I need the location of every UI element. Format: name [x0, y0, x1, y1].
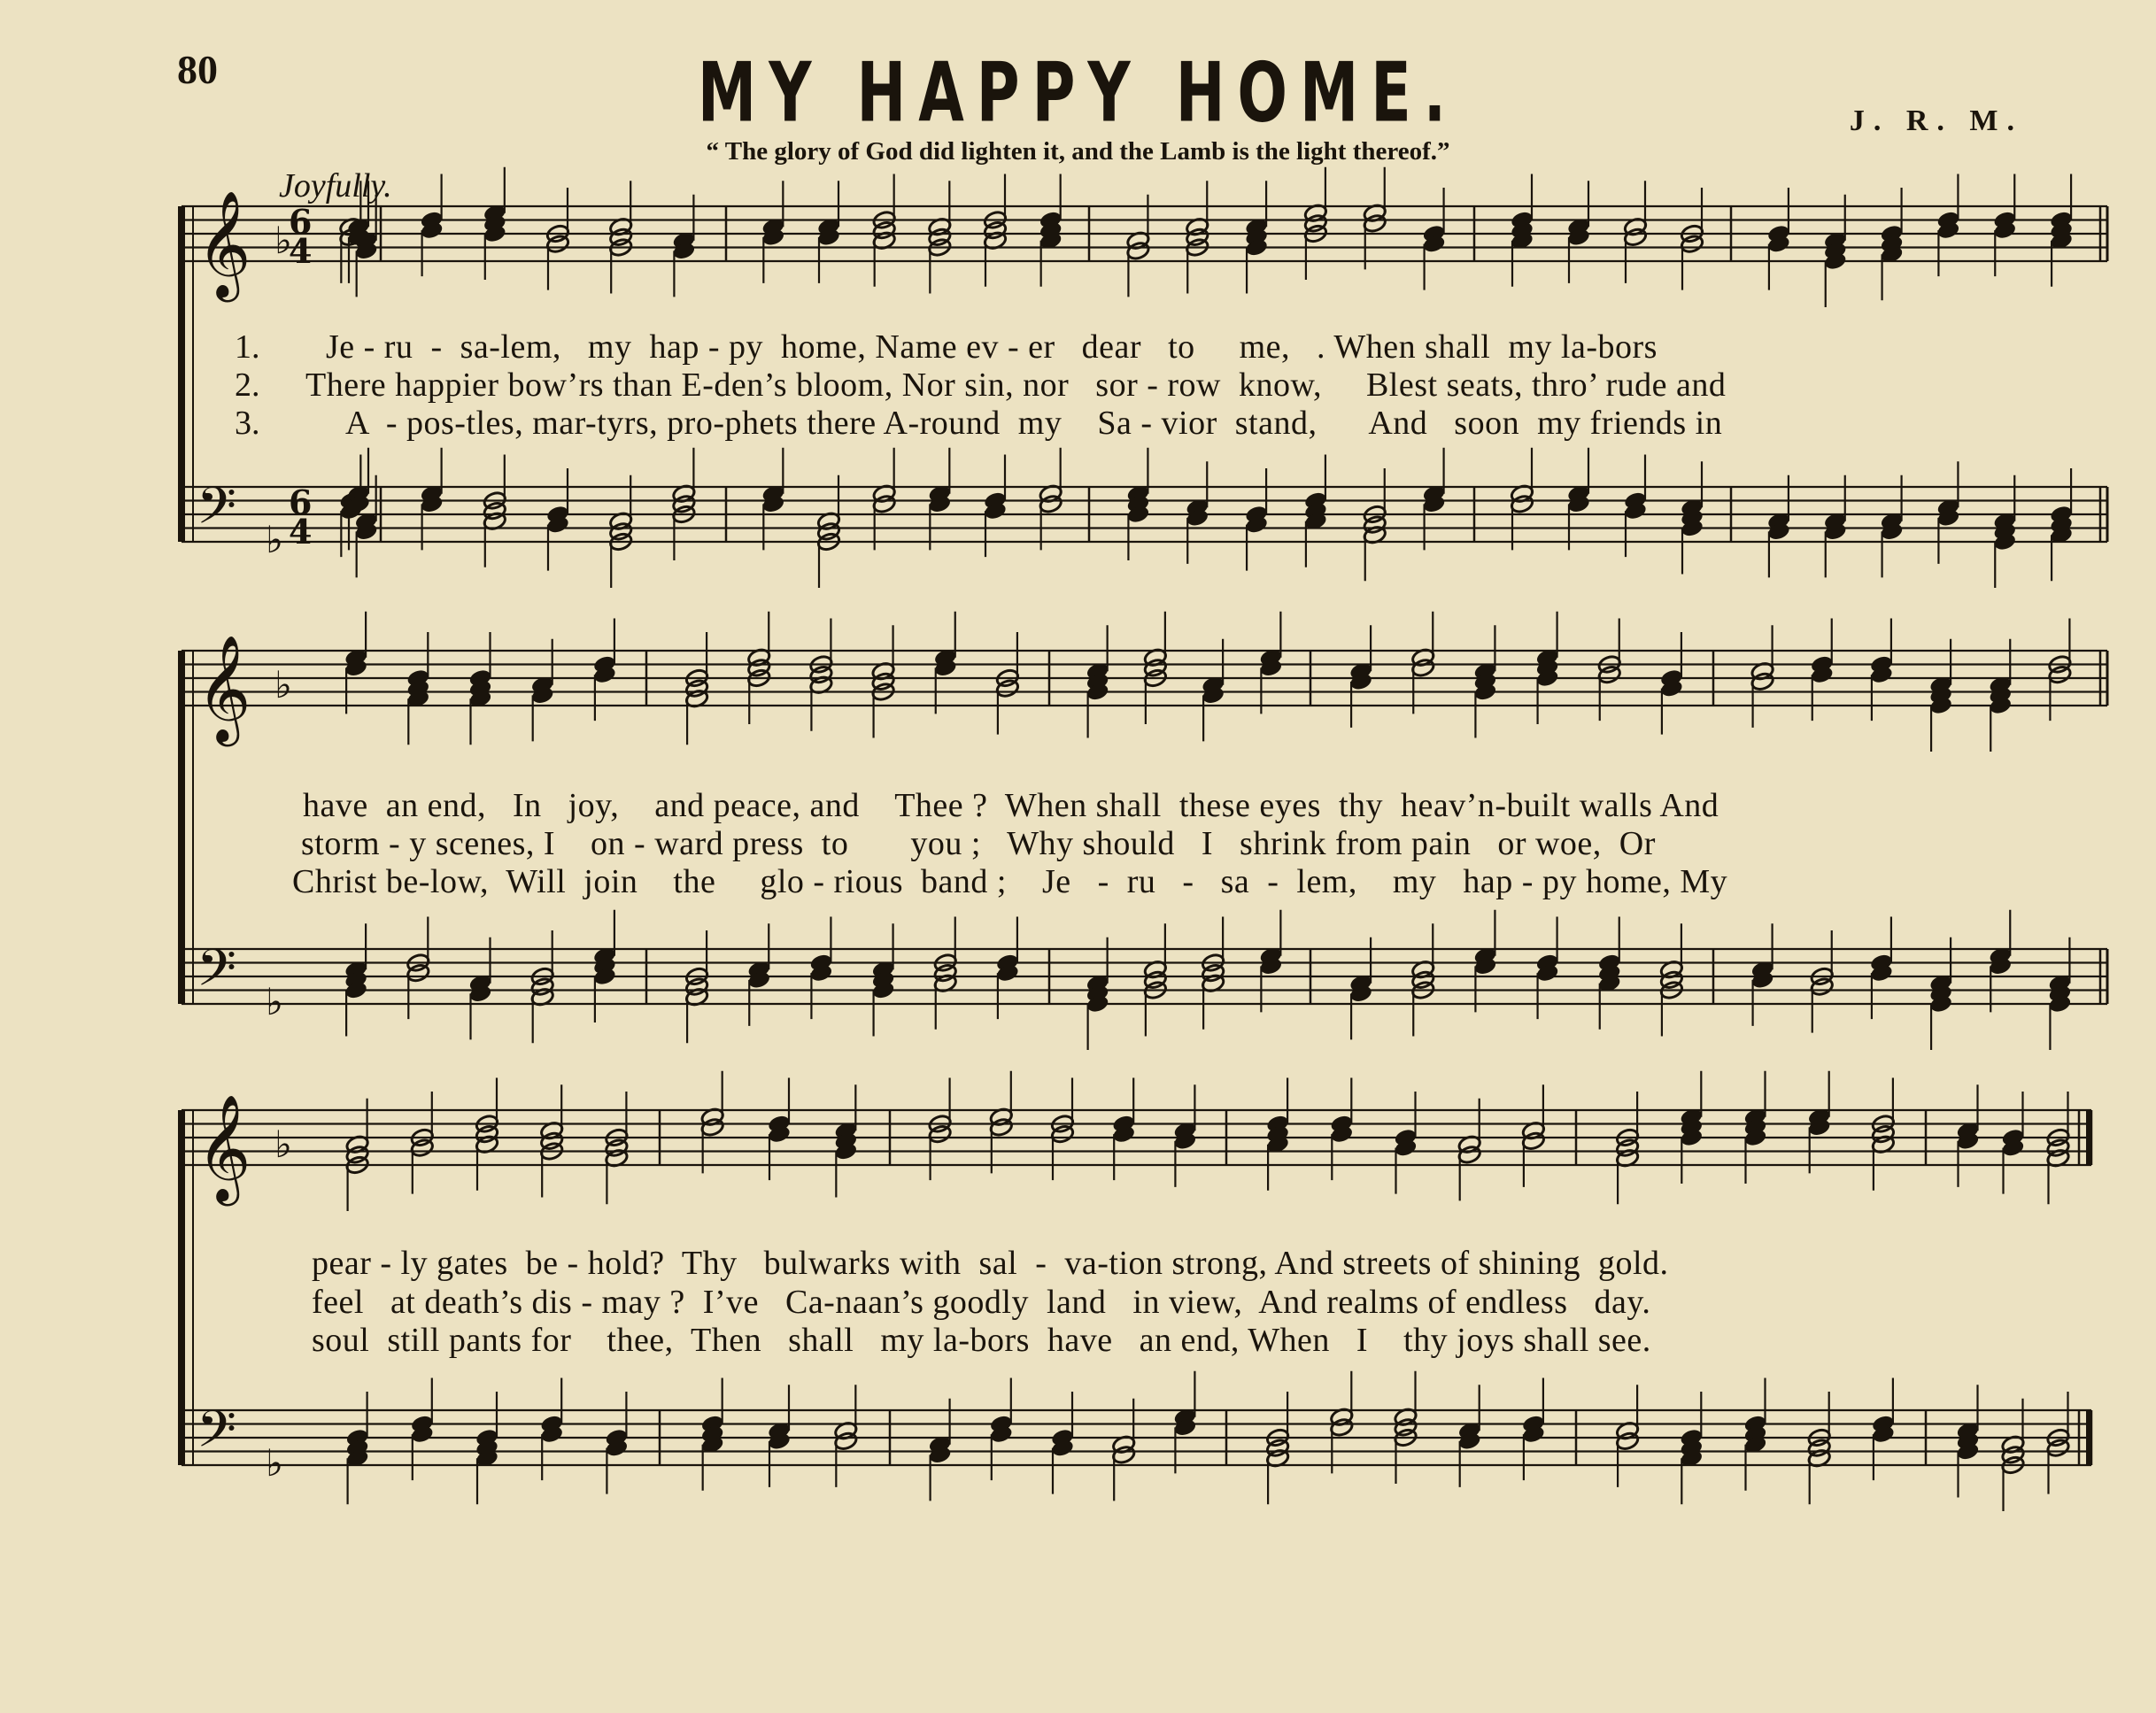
- notehead: [872, 494, 897, 514]
- notehead: [410, 1138, 435, 1158]
- notehead: [1750, 671, 1775, 691]
- notehead: [1810, 976, 1835, 997]
- notehead: [833, 1431, 858, 1451]
- verse-number: 1.: [235, 328, 260, 366]
- notehead: [545, 234, 570, 254]
- time-signature-denominator: 4: [289, 512, 313, 552]
- flat-icon: ♭: [274, 662, 292, 706]
- lyric-line: soul still pants for thee, Then shall my la-bors have an end, When I thy joys shall see.: [312, 1322, 1651, 1359]
- bass-clef-icon: 𝄢: [197, 475, 237, 549]
- notehead: [1363, 213, 1387, 234]
- notehead: [1510, 494, 1534, 514]
- flat-icon: ♭: [274, 218, 292, 262]
- notehead: [928, 1124, 953, 1145]
- notehead: [1125, 241, 1150, 261]
- composer-initials: J. R. M.: [1849, 104, 2023, 137]
- hymn-title: MY HAPPY HOME.: [697, 45, 1459, 141]
- verse-number: 3.: [235, 405, 260, 442]
- notehead: [1039, 494, 1063, 514]
- lyric-line: feel at death’s dis - may ? I’ve Ca-naan’s goodly land in view, And realms of endless day.: [312, 1284, 1651, 1321]
- final-barline: [2086, 1110, 2092, 1165]
- treble-clef-icon: 𝄞: [197, 189, 251, 297]
- time-signature-numerator: 6: [289, 482, 313, 522]
- notehead: [1521, 1130, 1546, 1151]
- lyric-line: storm - y scenes, I on - ward press to you ; Why should I shrink from pain or woe, Or: [301, 825, 1656, 862]
- epigraph: “ The glory of God did lighten it, and the Lamb is the light thereof.”: [706, 137, 1450, 166]
- treble-clef-icon: 𝄞: [197, 634, 251, 742]
- lyric-line: Christ be-low, Will join the glo - rious band ; Je - ru - sa - lem, my hap - py home, My: [292, 863, 1728, 900]
- lyric-line: pear - ly gates be - hold? Thy bulwarks with sal - va-tion strong, And streets of shining gold.: [312, 1245, 1669, 1282]
- lyric-line: A - pos-tles, mar-tyrs, pro-phets there A-round my Sa - vior stand, And soon my friends in: [345, 405, 1723, 442]
- flat-icon: ♭: [266, 518, 283, 561]
- notehead: [1680, 234, 1704, 254]
- notehead: [1597, 665, 1622, 685]
- notehead: [1623, 227, 1648, 247]
- lyric-line: There happier bow’rs than E-den’s bloom, Nor sin, nor sor - row know, Blest seats, thro’ rude and: [305, 367, 1727, 404]
- page-number: 80: [177, 47, 218, 92]
- flat-icon: ♭: [274, 1122, 292, 1166]
- notehead: [995, 678, 1020, 698]
- notehead: [2047, 665, 2072, 685]
- flat-icon: ♭: [266, 980, 283, 1023]
- notehead: [1615, 1431, 1640, 1451]
- notehead: [1050, 1124, 1075, 1145]
- notehead: [2045, 1438, 2070, 1458]
- notehead: [989, 1117, 1014, 1138]
- bass-clef-icon: 𝄢: [197, 938, 237, 1011]
- notehead: [406, 963, 430, 984]
- treble-clef-icon: 𝄞: [197, 1093, 251, 1201]
- tempo-marking: Joyfully.: [279, 167, 392, 204]
- lyric-line: have an end, In joy, and peace, and Thee ? When shall these eyes thy heav’n-built walls And: [303, 787, 1719, 824]
- bass-clef-icon: 𝄢: [197, 1399, 237, 1472]
- final-barline: [2086, 1410, 2092, 1465]
- notehead: [1457, 1145, 1482, 1165]
- flat-icon: ♭: [266, 1441, 283, 1485]
- lyric-line: Je - ru - sa-lem, my hap - py home, Name ev - er dear to me, . When shall my la-bors: [326, 328, 1658, 366]
- notehead: [1329, 1417, 1354, 1438]
- time-signature-denominator: 4: [289, 231, 313, 271]
- verse-number: 2.: [235, 367, 260, 404]
- notehead: [1410, 658, 1435, 678]
- time-signature-numerator: 6: [289, 202, 313, 242]
- notehead: [700, 1117, 725, 1138]
- notehead: [1111, 1445, 1136, 1465]
